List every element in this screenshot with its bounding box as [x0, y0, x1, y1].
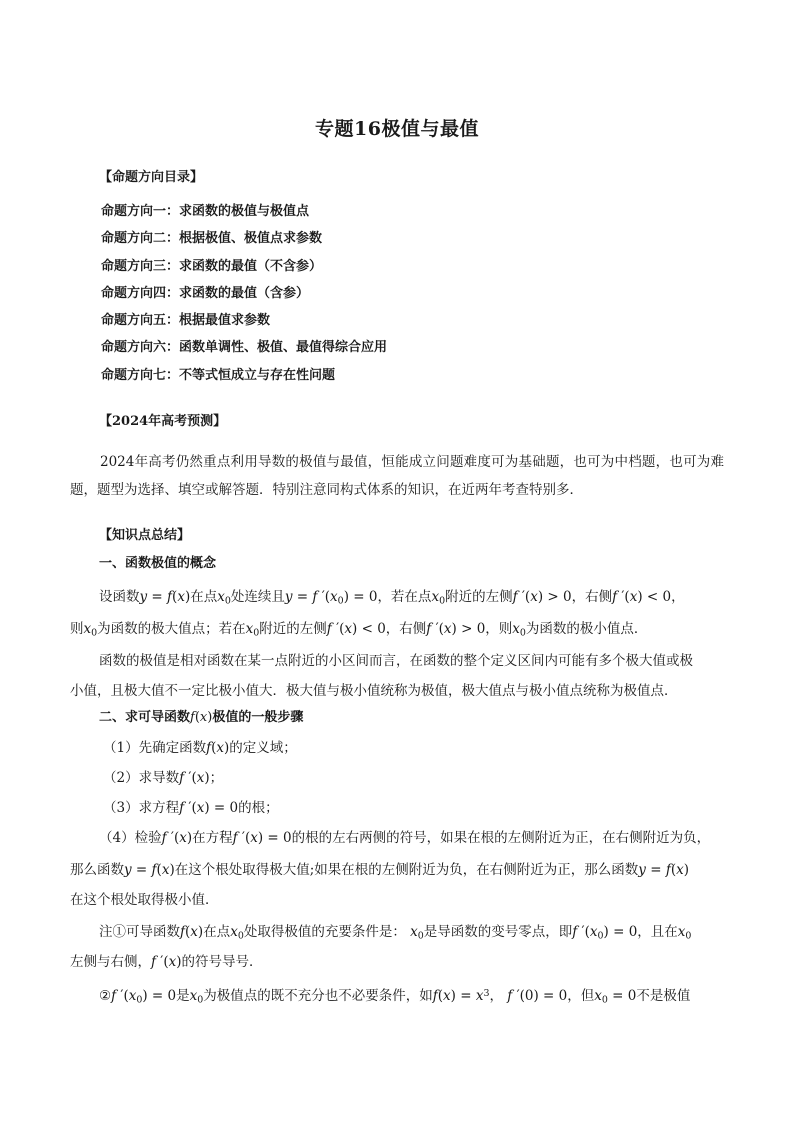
step-line: （2）求导数f ′(x)；	[103, 770, 224, 786]
text-line: 在这个根处取得极小值．	[70, 892, 219, 908]
section-heading-extremum-steps: 二、求可导函数f(x)极值的一般步骤	[99, 710, 304, 725]
toc-list	[101, 198, 387, 389]
toc-item: 命题方向六：函数单调性、极值、最值得综合应用	[101, 340, 388, 356]
text-line: 则$x_0$为函数的极大值点；若在$x_0$附近的左侧f ′(x) < 0，右侧f ′(x) > 0，则$x_0$为函数的极小值点．	[70, 621, 648, 639]
note-line: ②f $'(x_0) = 0$是$x_0$为极值点的既不充分也不必要条件，如$f(x) = x^3$， f ′(0) = 0，但$x_0 = 0$不是极值	[99, 987, 691, 1006]
toc-item: 命题方向三：求函数的最值（不含参）	[101, 258, 323, 274]
step-line: （3）求方程f ′(x) = 0的根；	[103, 800, 279, 816]
text-line: 设函数y = f(x)在点$x_0$处连续且y = f $'(x_0) = 0$，若在点$x_0$附近的左侧f ′(x) > 0，右侧f ′(x) < 0，	[99, 589, 685, 607]
prediction-paragraph: 2024年高考仍然重点利用导数的极值与最值，恒能成立问题难度可为基础题，也可为中档题，也可为难题，题型为选择、填空或解答题．特别注意同构式体系的知识，在近两年考查特别多．	[70, 454, 724, 498]
toc-item: 命题方向二：根据极值、极值点求参数	[101, 231, 323, 247]
note-line: 注①可导函数f(x)在点$x_0$处取得极值的充要条件是： $x_0$是导函数的变号零点，即f $'(x_0) = 0$，且在$x_0$	[99, 924, 692, 942]
toc-item: 命题方向一：求函数的极值与极值点	[101, 204, 310, 219]
step-line: （1）先确定函数f(x)的定义域；	[103, 740, 297, 756]
toc-item: 命题方向七：不等式恒成立与存在性问题	[101, 367, 336, 383]
note-line: 左侧与右侧，f ′(x)的符号导号．	[70, 954, 263, 970]
text-line: 那么函数y = f(x)在这个根处取得极大值;如果在根的左侧附近为负，在右侧附近为正，那么函数y = f(x)	[70, 862, 690, 878]
section-heading-extremum-concept: 一、函数极值的概念	[99, 556, 217, 571]
text-line: 小值，且极大值不一定比极小值大．极大值与极小值统称为极值，极大值点与极小值点统称为极值点．	[70, 683, 678, 699]
toc-header: 【命题方向目录】	[99, 170, 204, 185]
toc-item: 命题方向五：根据最值求参数	[101, 313, 271, 329]
page-title: 专题16极值与最值	[315, 118, 479, 140]
prediction-header: 【2024年高考预测】	[99, 414, 227, 429]
text-line: 函数的极值是相对函数在某一点附近的小区间而言，在函数的整个定义区间内可能有多个极大值或极	[99, 653, 693, 669]
toc-item: 命题方向四：求函数的最值（含参）	[101, 285, 310, 301]
summary-header: 【知识点总结】	[99, 528, 191, 543]
step-line: （4）检验f ′(x)在方程f ′(x) = 0的根的左右两侧的符号，如果在根的左侧附近为正，在右侧附近为负，	[99, 830, 711, 846]
